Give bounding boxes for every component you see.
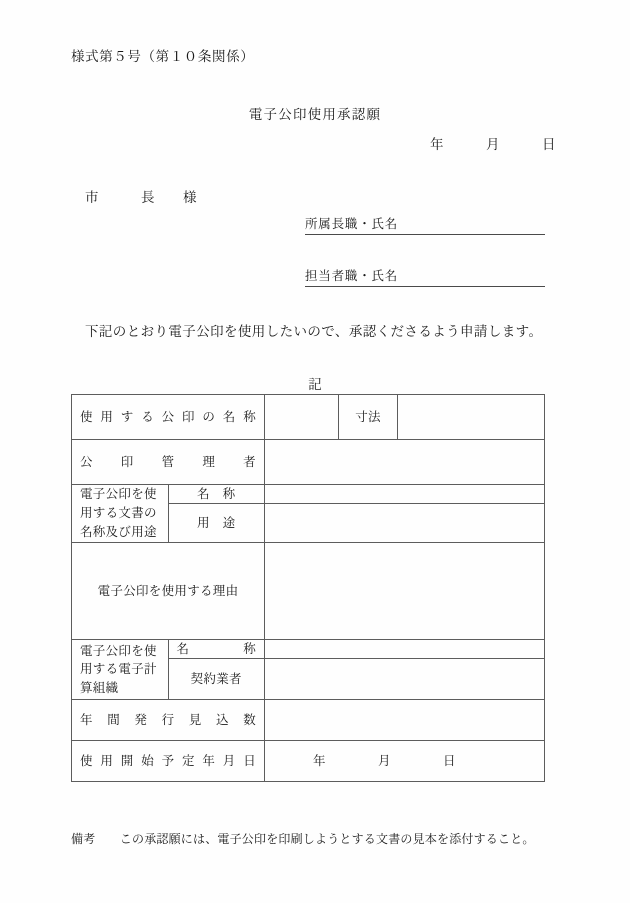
sub-label-system-name: 名 称 bbox=[168, 640, 265, 659]
row-label-annual-issuance: 年間発行見込数 bbox=[72, 700, 265, 741]
row-label-document-name-and-use: 電子公印を使用する文書の名称及び用途 bbox=[72, 485, 169, 543]
row-value-seal-name[interactable] bbox=[265, 395, 339, 440]
application-details-table bbox=[71, 394, 545, 782]
table-row bbox=[72, 700, 545, 741]
sub-value-system-name[interactable] bbox=[265, 640, 545, 659]
row-label-seal-name: 使用する公印の名称 bbox=[72, 395, 265, 440]
date-line: 年 月 日 bbox=[430, 137, 556, 153]
remarks-note: 備考 この承認願には、電子公印を印刷しようとする文書の見本を添付すること。 bbox=[71, 832, 535, 846]
row-label-computer-system: 電子公印を使用する電子計算組織 bbox=[72, 640, 169, 700]
table-row bbox=[72, 640, 545, 659]
request-body-text: 下記のとおり電子公印を使用したいので、承認くださるよう申請します。 bbox=[85, 324, 543, 340]
row-label-reason: 電子公印を使用する理由 bbox=[72, 543, 265, 640]
page-title: 電子公印使用承認願 bbox=[248, 107, 382, 123]
table-row bbox=[72, 395, 545, 440]
row-value-start-date[interactable]: 年 月 日 bbox=[265, 741, 545, 782]
sub-value-name[interactable] bbox=[265, 485, 545, 504]
sub-label-contractor: 契約業者 bbox=[168, 659, 265, 700]
row-label-dimension: 寸法 bbox=[339, 395, 398, 440]
sub-label-use: 用 途 bbox=[168, 504, 265, 543]
sub-label-name: 名 称 bbox=[168, 485, 265, 504]
addressee: 市 長 様 bbox=[85, 190, 197, 206]
row-value-seal-manager[interactable] bbox=[265, 440, 545, 485]
form-number: 様式第５号（第１０条関係） bbox=[71, 49, 255, 65]
row-value-annual-issuance[interactable] bbox=[265, 700, 545, 741]
row-label-start-date: 使用開始予定年月日 bbox=[72, 741, 265, 782]
row-value-reason[interactable] bbox=[265, 543, 545, 640]
row-label-seal-manager: 公印管理者 bbox=[72, 440, 265, 485]
table-row bbox=[72, 440, 545, 485]
table-row bbox=[72, 741, 545, 782]
row-value-dimension[interactable] bbox=[398, 395, 545, 440]
ki-marker: 記 bbox=[308, 377, 322, 393]
sub-value-contractor[interactable] bbox=[265, 659, 545, 700]
affiliation-chief-signature-field[interactable]: 所属長職・氏名 bbox=[305, 214, 545, 235]
sub-value-use[interactable] bbox=[265, 504, 545, 543]
table-row bbox=[72, 485, 545, 504]
table-row bbox=[72, 543, 545, 640]
person-in-charge-signature-field[interactable]: 担当者職・氏名 bbox=[305, 266, 545, 287]
